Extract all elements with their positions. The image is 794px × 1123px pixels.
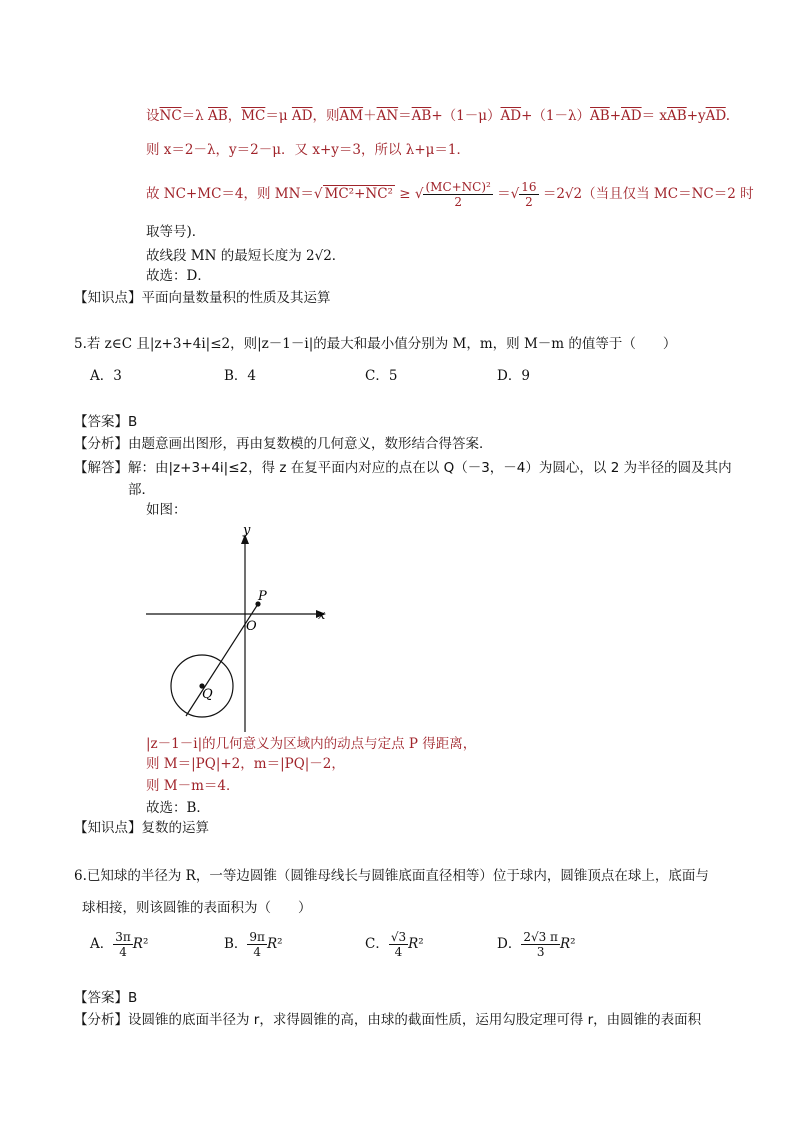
q5-step-3: 则 M－m＝4． — [146, 778, 240, 794]
q6-stem-1: 6.已知球的半径为 R，一等边圆锥（圆锥母线长与圆锥底面直径相等）位于球内，圆锥顶点在球上，底面与 — [74, 868, 709, 884]
q5-figure-label: 如图： — [146, 502, 187, 518]
q5-stem: 5.若 z∈C 且|z+3+4i|≤2，则|z－1－i|的最大和最小值分别为 M，m，则 M－m 的值等于（ ） — [74, 336, 677, 352]
q5-analysis: 【分析】由题意画出图形，再由复数模的几何意义，数形结合得答案． — [74, 436, 493, 452]
solution-line-3a: 故 NC+MC＝4，则 MN＝ — [146, 186, 314, 202]
q5-answer: 【答案】B — [74, 414, 138, 430]
q5-option-d: D．9 — [497, 368, 530, 384]
q6-stem-2: 球相接，则该圆锥的表面积为（ ） — [82, 900, 312, 916]
q5-step-1: |z－1－i|的几何意义为区域内的动点与定点 P 得距离， — [146, 736, 477, 752]
solution-line-5: 故线段 MN 的最短长度为 2√2． — [146, 248, 346, 264]
solution-line-vectors: 设$\overline{NC}=\lambda$ $\overline{AB}$，$\overline{MC}=\mu$ $\overline{AD}$，则$\overline{AM}+\overline{AN}=\overline{AB}+(1-\mu)\overline{AD}+(1-\lambda)\overline{AB}+\overline{AD}= x\overline{AB}+y\overline{AD}$. — [146, 108, 731, 124]
q6-analysis: 【分析】设圆锥的底面半径为 r，求得圆锥的高，由球的截面性质，运用勾股定理可得 r，由圆锥的表面积 — [74, 1012, 702, 1028]
solution-line-6: 故选：D． — [146, 268, 211, 284]
sqrt-expr: √ MC²+NC² — [313, 186, 393, 202]
knowledge-point-4: 【知识点】平面向量数量积的性质及其运算 — [74, 290, 331, 306]
q6-option-b: B． $\frac{9\pi}{4}$ R² — [224, 930, 283, 959]
solution-line-3b: （当且仅当 MC＝NC＝2 时 — [582, 186, 754, 202]
solution-line-2: 则 x＝2－λ，y＝2－μ．又 x+y＝3，所以 λ+μ＝1． — [146, 142, 470, 158]
q5-solution-b: 部． — [128, 482, 155, 498]
q5-solution-a: 【解答】解：由|z+3+4i|≤2，得 z 在复平面内对应的点在以 Q（－3，－4）为圆心，以 2 为半径的圆及其内 — [74, 460, 732, 476]
solution-line-4: 取等号)． — [146, 224, 206, 240]
q6-option-a: A． $\frac{3\pi}{4}$ R² — [90, 930, 149, 959]
fraction-2: $\frac{16}{2}$ — [521, 180, 537, 209]
q6-answer: 【答案】B — [74, 990, 138, 1006]
q6-option-d: D． $\frac{2√3 \pi}{3}$ R² — [497, 930, 576, 959]
q6-option-c: C． $\frac{√3}{4}$ R² — [365, 930, 424, 959]
knowledge-point-5: 【知识点】复数的运算 — [74, 820, 209, 836]
solution-line-3: 故 NC+MC＝4，则 MN＝√ MC²+NC² ≥ √ $\frac{\text{(MC+NC)²}}{2}$ ＝√ $\frac{16}{2}$ ＝2√2（当且仅当 MC＝NC＝2 时 — [146, 180, 754, 209]
q5-option-b: B．4 — [224, 368, 257, 384]
y-axis-label: y — [243, 523, 251, 538]
q5-option-a: A．3 — [90, 368, 122, 384]
label-o: O — [246, 619, 257, 634]
fraction-1: $\frac{\text{(MC+NC)²}}{2}$ — [425, 180, 491, 209]
label-q: Q — [202, 687, 213, 702]
q5-option-c: C．5 — [365, 368, 398, 384]
q5-step-2: 则 M＝|PQ|+2，m＝|PQ|－2， — [146, 756, 345, 772]
complex-plane-figure — [140, 520, 340, 740]
label-p: P — [258, 589, 267, 604]
q5-step-4: 故选：B． — [146, 800, 210, 816]
x-axis-label: x — [318, 608, 326, 623]
